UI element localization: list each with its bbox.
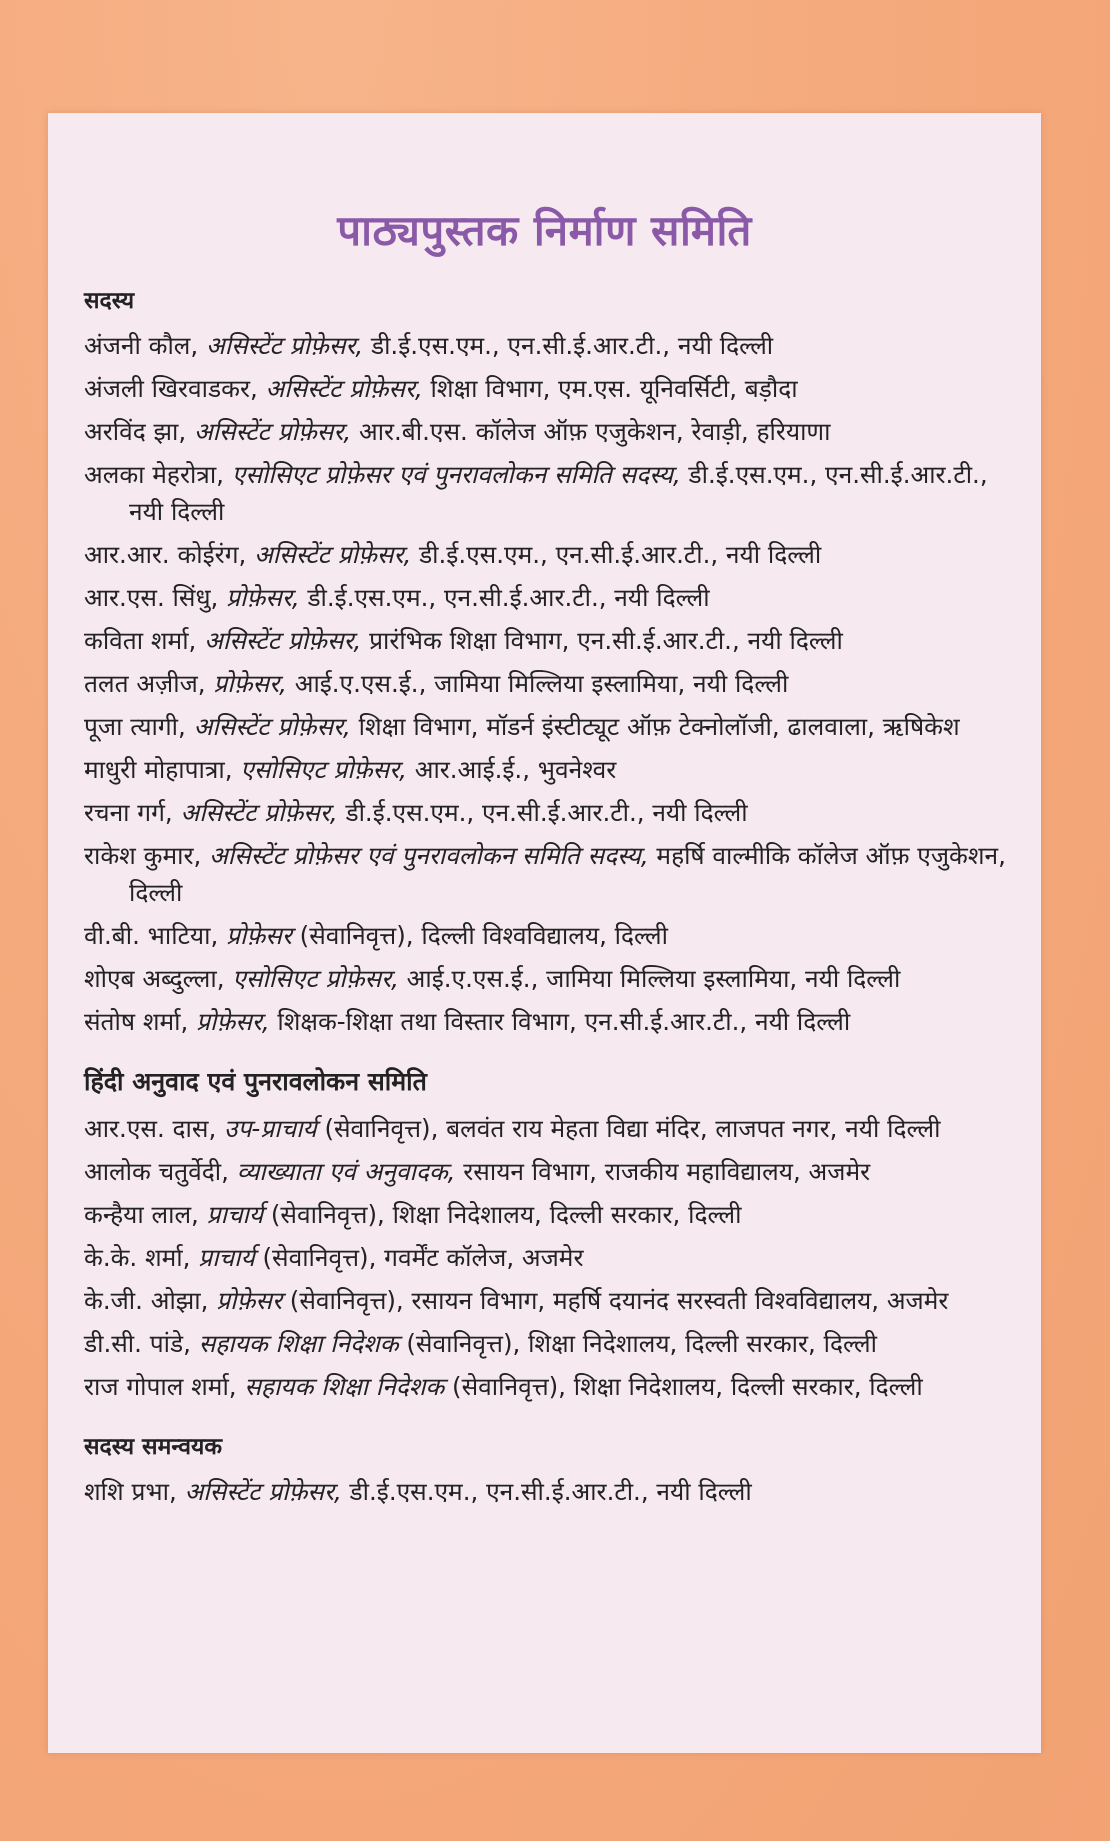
member-entry: [84, 837, 1023, 911]
member-affiliation: (सेवानिवृत्त), बलवंत राय मेहता विद्या मंदिर, लाजपत नगर, नयी दिल्ली: [324, 1114, 941, 1143]
member-name: आर.एस. दास,: [84, 1114, 217, 1143]
member-name: अंजनी कौल,: [84, 331, 199, 360]
member-role: असिस्टेंट प्रोफ़ेसर,: [206, 331, 364, 360]
member-role: प्रोफ़ेसर,: [213, 669, 287, 698]
member-affiliation: डी.ई.एस.एम., एन.सी.ई.आर.टी., नयी दिल्ली: [370, 331, 774, 360]
member-name: अंजली खिरवाडकर,: [84, 374, 258, 403]
member-role: प्रोफ़ेसर,: [226, 583, 300, 612]
member-name: संतोष शर्मा,: [84, 1007, 189, 1036]
member-role: एसोसिएट प्रोफ़ेसर,: [240, 755, 407, 784]
member-role: असिस्टेंट प्रोफ़ेसर,: [265, 374, 423, 403]
member-entry: [84, 1282, 1023, 1319]
member-name: आलोक चतुर्वेदी,: [84, 1157, 229, 1186]
member-affiliation: महर्षि वाल्मीकि कॉलेज ऑफ़ एजुकेशन, दिल्ली: [129, 841, 1006, 907]
member-affiliation: आर.आई.ई., भुवनेश्वर: [414, 755, 617, 784]
member-affiliation: डी.ई.एस.एम., एन.सी.ई.आर.टी., नयी दिल्ली: [419, 540, 822, 569]
page-panel: [48, 113, 1041, 1753]
member-entry: [84, 1239, 1023, 1276]
member-name: आर.एस. सिंधु,: [84, 583, 219, 612]
member-entry: [84, 917, 1023, 954]
member-affiliation: (सेवानिवृत्त), शिक्षा निदेशालय, दिल्ली सरकार, दिल्ली: [270, 1200, 742, 1229]
member-affiliation: शिक्षा विभाग, एम.एस. यूनिवर्सिटी, बड़ौदा: [430, 374, 798, 403]
member-name: आर.आर. कोईरंग,: [84, 540, 247, 569]
member-name: शशि प्रभा,: [84, 1477, 177, 1506]
committee-content: [84, 283, 1023, 1516]
member-entry: [84, 1110, 1023, 1147]
member-role: एसोसिएट प्रोफ़ेसर,: [232, 964, 399, 993]
member-entry: [84, 536, 1023, 573]
member-affiliation: डी.ई.एस.एम., एन.सी.ई.आर.टी., नयी दिल्ली: [129, 460, 988, 526]
member-role: असिस्टेंट प्रोफ़ेसर,: [184, 1477, 342, 1506]
member-affiliation: (सेवानिवृत्त), दिल्ली विश्वविद्यालय, दिल्ली: [299, 921, 669, 950]
member-name: कविता शर्मा,: [84, 626, 197, 655]
member-name: पूजा त्यागी,: [84, 712, 186, 741]
member-affiliation: (सेवानिवृत्त), शिक्षा निदेशालय, दिल्ली सरकार, दिल्ली: [406, 1329, 877, 1358]
member-name: कन्हैया लाल,: [84, 1200, 199, 1229]
member-role: असिस्टेंट प्रोफ़ेसर,: [204, 626, 362, 655]
member-role: प्रोफ़ेसर: [226, 921, 292, 950]
section-heading: सदस्य समन्वयक: [84, 1434, 223, 1460]
member-affiliation: डी.ई.एस.एम., एन.सी.ई.आर.टी., नयी दिल्ली: [349, 1477, 752, 1506]
member-entry: [84, 579, 1023, 616]
member-name: माधुरी मोहापात्रा,: [84, 755, 233, 784]
page-title: पाठ्यपुस्तक निर्माण समिति: [337, 206, 752, 255]
member-affiliation: आई.ए.एस.ई., जामिया मिल्लिया इस्लामिया, नयी दिल्ली: [406, 964, 901, 993]
member-entry: [84, 1196, 1023, 1233]
member-name: राकेश कुमार,: [84, 841, 202, 870]
member-entry: [84, 327, 1023, 364]
member-name: के.के. शर्मा,: [84, 1243, 191, 1272]
member-role: असिस्टेंट प्रोफ़ेसर,: [180, 798, 338, 827]
member-affiliation: शिक्षक-शिक्षा तथा विस्तार विभाग, एन.सी.ई.आर.टी., नयी दिल्ली: [277, 1007, 851, 1036]
member-name: वी.बी. भाटिया,: [84, 921, 219, 950]
member-entry: [84, 1473, 1023, 1510]
member-affiliation: डी.ई.एस.एम., एन.सी.ई.आर.टी., नयी दिल्ली: [345, 798, 748, 827]
member-entry: [84, 708, 1023, 745]
member-name: डी.सी. पांडे,: [84, 1329, 191, 1358]
member-entry: [84, 413, 1023, 450]
member-role: उप-प्राचार्य: [224, 1114, 317, 1143]
member-role: सहायक शिक्षा निदेशक: [244, 1372, 445, 1401]
member-role: प्रोफ़ेसर: [216, 1286, 282, 1315]
member-entry: [84, 665, 1023, 702]
member-role: व्याख्याता एवं अनुवादक,: [236, 1157, 456, 1186]
member-entry: [84, 1325, 1023, 1362]
member-affiliation: प्रारंभिक शिक्षा विभाग, एन.सी.ई.आर.टी., नयी दिल्ली: [369, 626, 843, 655]
member-affiliation: आर.बी.एस. कॉलेज ऑफ़ एजुकेशन, रेवाड़ी, हरियाणा: [358, 417, 831, 446]
member-entry: [84, 370, 1023, 407]
member-name: राज गोपाल शर्मा,: [84, 1372, 237, 1401]
member-role: प्राचार्य: [206, 1200, 264, 1229]
member-role: असिस्टेंट प्रोफ़ेसर एवं पुनरावलोकन समिति सदस्य,: [209, 841, 649, 870]
member-role: सहायक शिक्षा निदेशक: [198, 1329, 399, 1358]
member-role: एसोसिएट प्रोफ़ेसर एवं पुनरावलोकन समिति सदस्य,: [231, 460, 681, 489]
section-gap: [84, 1046, 1023, 1064]
member-entry: [84, 960, 1023, 997]
member-role: प्रोफ़ेसर,: [196, 1007, 270, 1036]
section-heading: सदस्य: [84, 288, 135, 314]
member-name: अरविंद झा,: [84, 417, 187, 446]
member-entry: [84, 1003, 1023, 1040]
member-affiliation: (सेवानिवृत्त), रसायन विभाग, महर्षि दयानंद सरस्वती विश्वविद्यालय, अजमेर: [289, 1286, 949, 1315]
member-role: असिस्टेंट प्रोफ़ेसर,: [193, 417, 352, 446]
member-name: अलका मेहरोत्रा,: [84, 460, 224, 489]
section-gap: [84, 1411, 1023, 1429]
member-entry: [84, 1368, 1023, 1405]
member-affiliation: (सेवानिवृत्त), गवर्मेंट कॉलेज, अजमेर: [262, 1243, 584, 1272]
member-role: असिस्टेंट प्रोफ़ेसर,: [254, 540, 412, 569]
member-name: तलत अज़ीज,: [84, 669, 206, 698]
member-affiliation: डी.ई.एस.एम., एन.सी.ई.आर.टी., नयी दिल्ली: [307, 583, 710, 612]
member-entry: [84, 751, 1023, 788]
section-heading: हिंदी अनुवाद एवं पुनरावलोकन समिति: [84, 1067, 427, 1096]
member-affiliation: रसायन विभाग, राजकीय महाविद्यालय, अजमेर: [463, 1157, 871, 1186]
member-affiliation: शिक्षा विभाग, मॉडर्न इंस्टीट्यूट ऑफ़ टेक्नोलॉजी, ढालवाला, ऋषिकेश: [358, 712, 960, 741]
member-entry: [84, 622, 1023, 659]
member-name: शोएब अब्दुल्ला,: [84, 964, 225, 993]
member-role: प्राचार्य: [198, 1243, 255, 1272]
member-role: असिस्टेंट प्रोफ़ेसर,: [193, 712, 351, 741]
member-name: के.जी. ओझा,: [84, 1286, 209, 1315]
member-affiliation: आई.ए.एस.ई., जामिया मिल्लिया इस्लामिया, नयी दिल्ली: [294, 669, 789, 698]
member-affiliation: (सेवानिवृत्त), शिक्षा निदेशालय, दिल्ली सरकार, दिल्ली: [452, 1372, 923, 1401]
member-entry: [84, 456, 1023, 530]
member-entry: [84, 1153, 1023, 1190]
member-name: रचना गर्ग,: [84, 798, 173, 827]
member-entry: [84, 794, 1023, 831]
